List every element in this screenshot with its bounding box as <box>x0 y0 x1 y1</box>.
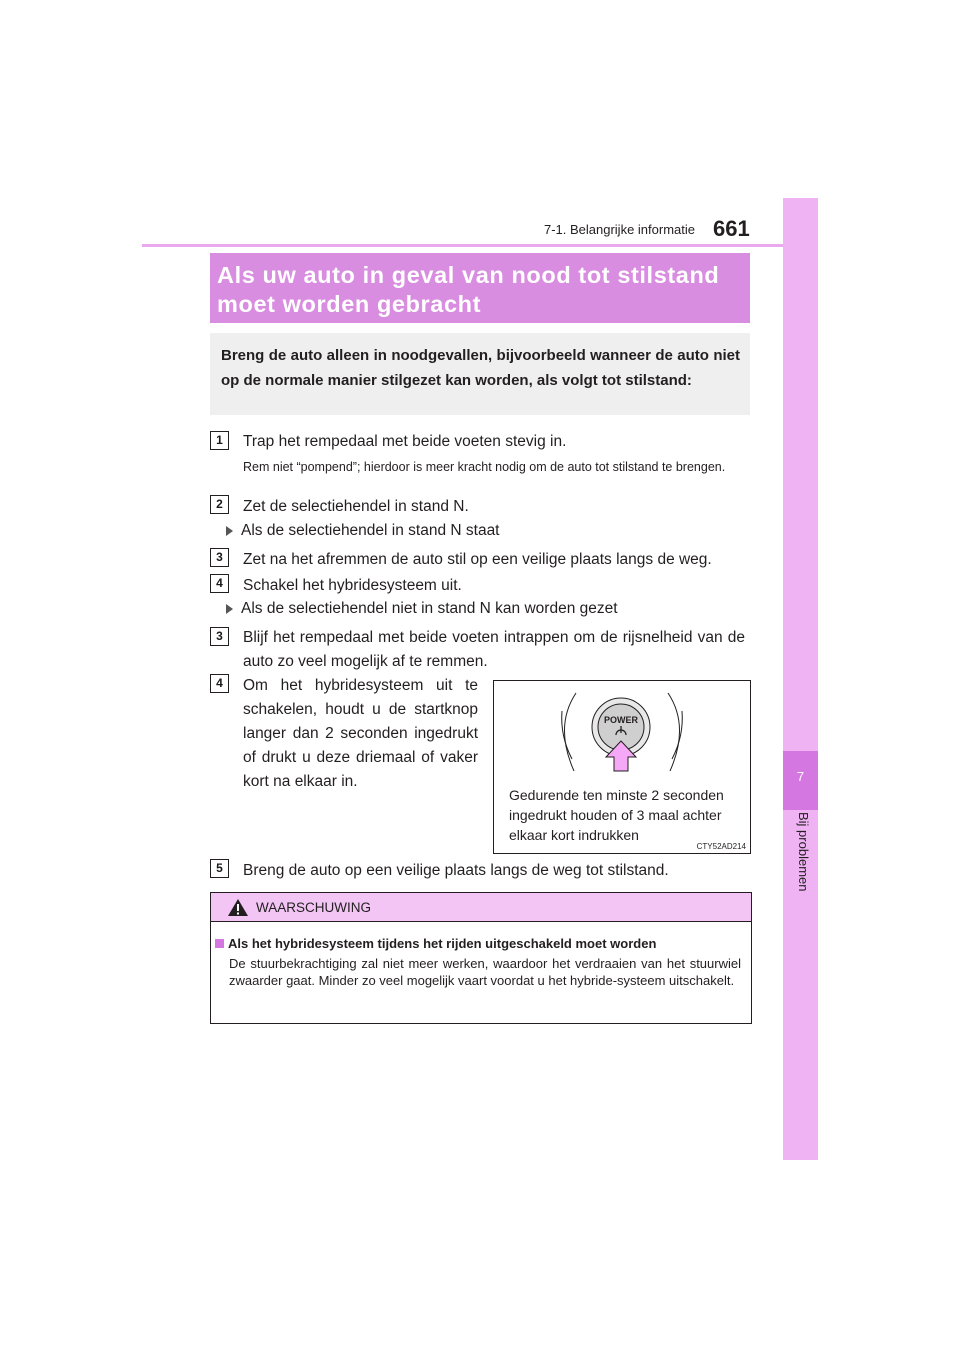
warning-title <box>215 936 656 951</box>
warning-title-text: Als het hybridesysteem tijdens het rijden uitgeschakeld moet worden <box>228 936 657 951</box>
step-number: 5 <box>210 859 229 878</box>
chapter-side-tab <box>783 198 818 1160</box>
step-text: Om het hybridesysteem uit te schakelen, houdt u de startknop langer dan 2 seconden ingedrukt of drukt u deze driemaal of vaker kort na elkaar in. <box>243 677 478 790</box>
warning-header <box>211 893 751 922</box>
step-number: 3 <box>210 627 229 646</box>
step-text: Zet na het afremmen de auto stil op een veilige plaats langs de weg. <box>243 551 712 568</box>
power-button-icon <box>494 681 750 781</box>
header-rule <box>142 244 818 247</box>
illustration-caption: Gedurende ten minste 2 seconden ingedrukt houden of 3 maal achter elkaar kort indrukken <box>509 787 724 843</box>
section-title-box <box>210 253 750 323</box>
sub-heading-text: Als de selectiehendel niet in stand N kan worden gezet <box>241 600 618 617</box>
sub-heading-text: Als de selectiehendel in stand N staat <box>241 522 500 539</box>
sub-heading <box>226 600 618 618</box>
triangle-bullet-icon <box>226 604 233 614</box>
step-text: Zet de selectiehendel in stand N. <box>243 498 469 515</box>
step-number: 3 <box>210 548 229 567</box>
chapter-number: 7 <box>796 769 805 784</box>
warning-label: WAARSCHUWING <box>256 900 371 915</box>
power-label: POWER <box>603 715 639 725</box>
triangle-bullet-icon <box>226 526 233 536</box>
chapter-label: Bij problemen <box>796 812 811 892</box>
square-bullet-icon <box>215 939 224 948</box>
section-header: 7-1. Belangrijke informatie <box>543 222 695 237</box>
illustration-code: CTY52AD214 <box>696 842 746 851</box>
warning-icon <box>227 898 249 917</box>
section-title: Als uw auto in geval van nood tot stilstand moet worden gebracht <box>217 262 720 317</box>
warning-box <box>210 892 752 1024</box>
step-number: 4 <box>210 674 229 693</box>
sub-heading <box>226 522 500 540</box>
step-number: 1 <box>210 431 229 450</box>
warning-body: De stuurbekrachtiging zal niet meer werken, waardoor het verdraaien van het stuurwiel zwaarder gaat. Minder zo veel mogelijk vaart voordat u het hybride-systeem uitschakelt. <box>229 956 741 988</box>
page-number: 661 <box>713 216 750 241</box>
step-number: 2 <box>210 495 229 514</box>
step-note: Rem niet “pompend”; hierdoor is meer kracht nodig om de auto tot stilstand te brengen. <box>243 460 726 474</box>
intro-text: Breng de auto alleen in noodgevallen, bijvoorbeeld wanneer de auto niet op de normale manier stilgezet kan worden, als volgt tot stilstand: <box>221 347 740 389</box>
step-text: Blijf het rempedaal met beide voeten intrappen om de rijsnelheid van de auto zo veel mogelijk af te remmen. <box>243 629 745 670</box>
power-button-illustration <box>493 680 751 854</box>
chapter-number-tab <box>783 751 818 810</box>
step-text: Schakel het hybridesysteem uit. <box>243 577 462 594</box>
step-text: Breng de auto op een veilige plaats langs de weg tot stilstand. <box>243 862 669 879</box>
step-text: Trap het rempedaal met beide voeten stevig in. <box>243 433 567 450</box>
step-number: 4 <box>210 574 229 593</box>
intro-box <box>210 333 750 415</box>
